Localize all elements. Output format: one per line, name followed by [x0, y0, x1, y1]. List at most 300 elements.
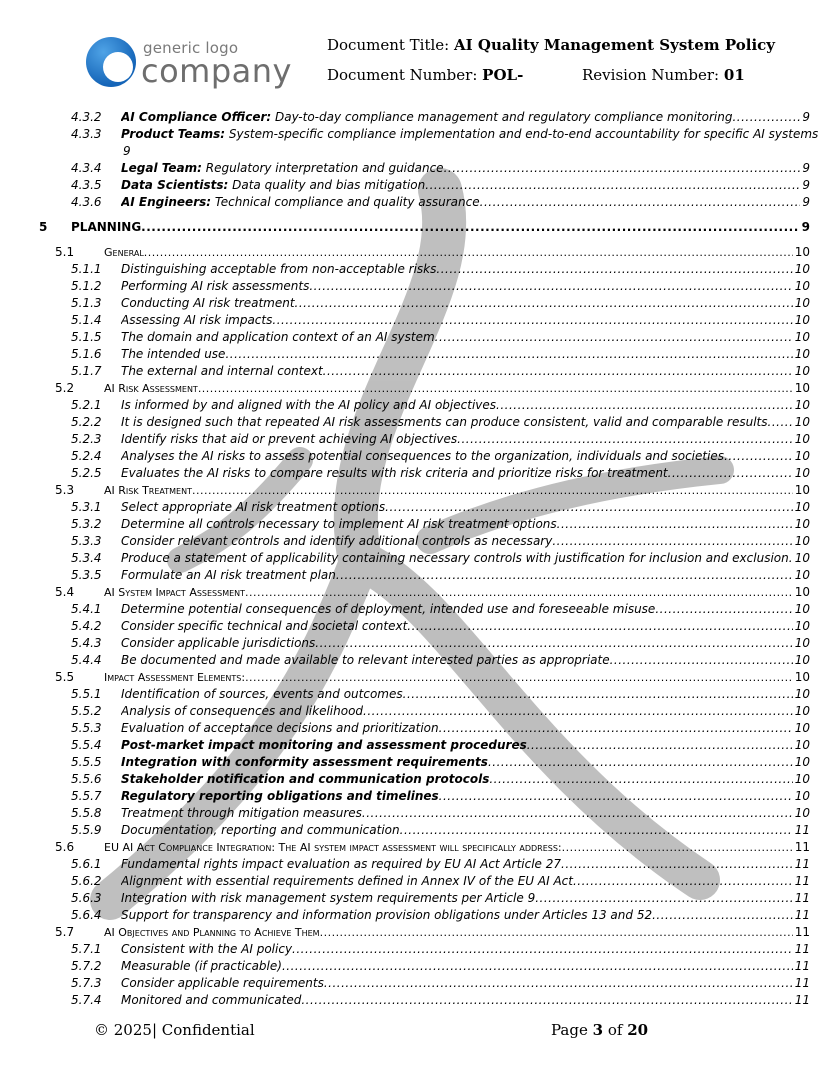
- toc-entry-page: 10: [794, 432, 810, 446]
- toc-entry-text: Produce a statement of applicability containing necessary controls with justification for inclusion and exclusion: [121, 551, 789, 565]
- toc-entry[interactable]: [0, 160, 838, 177]
- toc-entry-page: 10: [794, 670, 810, 684]
- toc-entry-title: [121, 465, 668, 482]
- toc-entry-page: 10: [794, 551, 810, 565]
- toc-leader-dots: [724, 448, 793, 465]
- toc-entry-line: [121, 363, 810, 380]
- toc-entry-text: Fundamental rights impact evaluation as required by EU AI Act Article 27: [121, 857, 562, 871]
- toc-entry-line: [104, 669, 810, 686]
- toc-entry-page: 10: [794, 704, 810, 718]
- toc-entry-page: 10: [794, 687, 810, 701]
- toc-entry-page: 10: [794, 262, 810, 276]
- toc-entry-page: 11: [794, 959, 810, 973]
- toc-entry[interactable]: [0, 601, 838, 618]
- toc-entry-title: [104, 584, 245, 601]
- toc-leader-dots: [363, 703, 793, 720]
- toc-entry-text: General: [104, 246, 144, 259]
- toc-entry-page: 10: [794, 772, 810, 786]
- toc-entry-page: 11: [794, 823, 810, 837]
- toc-entry-title: [121, 771, 489, 788]
- toc-entry-line: [121, 465, 810, 482]
- toc-leader-dots: [282, 958, 793, 975]
- toc-entry-page: 10: [794, 415, 810, 429]
- toc-entry-text: The domain and application context of an AI system: [121, 330, 435, 344]
- toc-entry[interactable]: [0, 482, 838, 499]
- toc-entry[interactable]: [0, 295, 838, 312]
- toc-entry-text: AI System Impact Assessment: [104, 586, 246, 599]
- toc-entry[interactable]: [0, 397, 838, 414]
- toc-entry[interactable]: [0, 126, 838, 158]
- toc-entry-line: [121, 346, 810, 363]
- logo-line1: generic logo: [143, 39, 239, 57]
- toc-leader-dots: [198, 380, 793, 397]
- toc-entry[interactable]: [0, 194, 838, 211]
- toc-entry[interactable]: [0, 499, 838, 516]
- toc-entry-title: [121, 567, 336, 584]
- document-number-label: Document Number:: [327, 66, 478, 84]
- toc-entry-title: [104, 669, 245, 686]
- toc-entry[interactable]: [0, 873, 838, 890]
- toc-entry-page: 10: [794, 279, 810, 293]
- toc-entry-number: 5.3.5: [71, 568, 102, 582]
- document-title-label: Document Title:: [327, 36, 450, 54]
- toc-entry-title: [121, 890, 535, 907]
- toc-entry[interactable]: [0, 584, 838, 601]
- toc-leader-dots: [655, 601, 792, 618]
- toc-entry-number: 4.3.2: [71, 110, 102, 124]
- toc-entry-line: [121, 601, 810, 618]
- toc-leader-dots: [315, 635, 792, 652]
- toc-entry-page: 10: [794, 755, 810, 769]
- toc-entry-title: [104, 244, 144, 261]
- toc-leader-dots: [768, 414, 793, 431]
- toc-leader-dots: [562, 839, 793, 856]
- toc-entry-title: [121, 856, 561, 873]
- toc-entry-text: Post-market impact monitoring and assessment procedures: [121, 738, 527, 752]
- toc-entry-line: [104, 244, 810, 261]
- toc-entry-number: 5.1.2: [71, 279, 102, 293]
- toc-entry-text: Determine potential consequences of deployment, intended use and foreseeable misuse: [121, 602, 656, 616]
- toc-entry-title: [104, 380, 198, 397]
- toc-entry-title: [121, 652, 610, 669]
- toc-entry[interactable]: [0, 805, 838, 822]
- toc-entry-line: [121, 397, 810, 414]
- toc-entry[interactable]: [0, 703, 838, 720]
- toc-leader-dots: [245, 584, 793, 601]
- footer-page-current: 3: [592, 1021, 604, 1039]
- toc-entry-page: 10: [794, 585, 810, 599]
- toc-entry-number: 5.5.6: [71, 772, 102, 786]
- toc-entry[interactable]: [0, 618, 838, 635]
- toc-entry-number: 5.4.2: [71, 619, 102, 633]
- footer-page-word: Page: [551, 1021, 588, 1039]
- toc-entry-number: 5.7.4: [71, 993, 102, 1007]
- toc-entry-text: PLANNING: [71, 220, 142, 234]
- toc-entry[interactable]: [0, 754, 838, 771]
- toc-entry[interactable]: [0, 431, 838, 448]
- toc-entry-page: 11: [794, 840, 810, 854]
- toc-entry-number: 5.1.1: [71, 262, 102, 276]
- toc-leader-dots: [668, 465, 793, 482]
- toc-entry-text: Formulate an AI risk treatment plan: [121, 568, 336, 582]
- toc-entry[interactable]: [0, 669, 838, 686]
- toc-entry-page: 11: [794, 942, 810, 956]
- toc-entry-line: [104, 380, 810, 397]
- footer-of-word: of: [607, 1021, 623, 1039]
- logo-circle-icon: [86, 37, 136, 87]
- toc-entry-title: [121, 295, 295, 312]
- toc-entry-text: Day-to-day compliance management and regulatory compliance monitoring: [275, 110, 733, 124]
- toc-entry[interactable]: [0, 856, 838, 873]
- toc-entry-title: [121, 177, 425, 194]
- toc-entry-line: [121, 941, 810, 958]
- toc-entry-number: 5.5.3: [71, 721, 102, 735]
- toc-entry-page: 10: [794, 364, 810, 378]
- toc-entry[interactable]: [0, 992, 838, 1009]
- toc-entry-number: 5.3.3: [71, 534, 102, 548]
- toc-entry-title: [121, 754, 488, 771]
- toc-entry-page: 11: [794, 908, 810, 922]
- document-number: [327, 66, 523, 84]
- toc-entry-number: 5.2.1: [71, 398, 102, 412]
- toc-entry-page: 10: [794, 636, 810, 650]
- toc-entry[interactable]: [0, 771, 838, 788]
- toc-entry[interactable]: [0, 380, 838, 397]
- toc-entry-title: [121, 720, 439, 737]
- toc-entry-text: Select appropriate AI risk treatment options: [121, 500, 386, 514]
- toc-entry[interactable]: [0, 975, 838, 992]
- toc-entry-title: [121, 873, 573, 890]
- toc-entry-text: Be documented and made available to relevant interested parties as appropriate: [121, 653, 610, 667]
- toc-entry-number: 5.7: [55, 925, 75, 939]
- toc-entry-line: [104, 839, 810, 856]
- toc-entry-lead: Legal Team:: [121, 161, 202, 175]
- toc-entry-title: [121, 499, 385, 516]
- toc-entry-line: [121, 448, 810, 465]
- toc-entry-title: [121, 160, 444, 177]
- toc-entry-title: [121, 992, 301, 1009]
- toc-entry-line: [121, 890, 810, 907]
- toc-entry-title: [121, 822, 400, 839]
- toc-entry-line: [121, 754, 810, 771]
- toc-leader-dots: [435, 329, 793, 346]
- toc-entry-text: EU AI Act Compliance Integration: The AI system impact assessment will specifically address:: [104, 841, 562, 854]
- toc-entry-title: [121, 635, 315, 652]
- toc-entry-line: [121, 992, 810, 1009]
- toc-entry-page: 10: [794, 789, 810, 803]
- toc-entry-title: [121, 431, 457, 448]
- toc-entry[interactable]: [0, 177, 838, 194]
- toc-entry-number: 5.6: [55, 840, 75, 854]
- toc-entry-number: 5.4: [55, 585, 75, 599]
- toc-entry[interactable]: [0, 312, 838, 329]
- toc-leader-dots: [192, 482, 793, 499]
- toc-entry-page: 10: [794, 398, 810, 412]
- toc-entry[interactable]: [0, 924, 838, 941]
- revision-number-label: Revision Number:: [582, 66, 720, 84]
- toc-entry-line: [121, 686, 810, 703]
- toc-entry-number: 5.4.1: [71, 602, 102, 616]
- toc-entry-page: 11: [794, 857, 810, 871]
- footer-left: © 2025| Confidential: [94, 1021, 255, 1039]
- toc-entry-page: 10: [794, 534, 810, 548]
- toc-entry-page: 10: [794, 381, 810, 395]
- toc-entry-line: [104, 924, 810, 941]
- toc-leader-dots: [225, 346, 792, 363]
- toc-entry-text: Consider relevant controls and identify additional controls as necessary: [121, 534, 553, 548]
- toc-entry[interactable]: [0, 533, 838, 550]
- toc-leader-dots: [309, 278, 792, 295]
- toc-entry-text: System-specific compliance implementation and end-to-end accountability for specific AI systems: [228, 127, 819, 141]
- toc-entry[interactable]: [0, 567, 838, 584]
- revision-number-value: 01: [723, 66, 745, 84]
- toc-leader-dots: [573, 873, 793, 890]
- toc-entry-number: 5.1.3: [71, 296, 102, 310]
- toc-entry-page: 9: [802, 161, 810, 175]
- toc-entry-title: [121, 550, 789, 567]
- toc-entry-number: 5.6.1: [71, 857, 102, 871]
- toc-entry-title: [121, 686, 403, 703]
- toc-entry-number: 5.5.4: [71, 738, 102, 752]
- toc-leader-dots: [295, 295, 793, 312]
- toc-entry-page: 11: [794, 874, 810, 888]
- toc-entry-page: 10: [794, 721, 810, 735]
- toc-entry-line: [121, 261, 810, 278]
- toc-entry-title: [121, 703, 363, 720]
- toc-entry-number: 5.1.7: [71, 364, 102, 378]
- toc-entry-text: Consider specific technical and societal context: [121, 619, 408, 633]
- toc-entry-text: Regulatory interpretation and guidance: [205, 161, 444, 175]
- toc-entry-line: [71, 219, 810, 236]
- toc-entry-line: [121, 431, 810, 448]
- toc-entry-lead: AI Compliance Officer:: [121, 110, 272, 124]
- toc-entry[interactable]: [0, 822, 838, 839]
- toc-entry-number: 5.4.3: [71, 636, 102, 650]
- toc-entry-line: [121, 873, 810, 890]
- toc-leader-dots: [407, 618, 792, 635]
- toc-entry-number: 4.3.4: [71, 161, 102, 175]
- toc-entry-text: The external and internal context: [121, 364, 323, 378]
- toc-entry-line: [121, 533, 810, 550]
- toc-entry[interactable]: [0, 244, 838, 261]
- toc-entry[interactable]: [0, 958, 838, 975]
- toc-entry-number: 5.5.7: [71, 789, 102, 803]
- toc-entry-page: 10: [794, 602, 810, 616]
- toc-entry[interactable]: [0, 278, 838, 295]
- toc-entry[interactable]: [0, 907, 838, 924]
- toc-entry-page: 11: [794, 891, 810, 905]
- toc-entry-number: 5: [39, 220, 48, 234]
- toc-entry-line: [121, 856, 810, 873]
- toc-entry-number: 5.5.5: [71, 755, 102, 769]
- toc-entry-title: [121, 414, 768, 431]
- toc-entry-text: Consider applicable jurisdictions: [121, 636, 316, 650]
- toc-entry-title: [104, 482, 192, 499]
- toc-leader-dots: [561, 856, 793, 873]
- toc-entry-line: [121, 771, 810, 788]
- toc-entry-text: Performing AI risk assessments: [121, 279, 310, 293]
- toc-leader-dots: [732, 109, 800, 126]
- toc-entry-number: 5.3.2: [71, 517, 102, 531]
- toc-entry[interactable]: [0, 737, 838, 754]
- toc-entry[interactable]: [0, 516, 838, 533]
- toc-leader-dots: [403, 686, 793, 703]
- toc-entry[interactable]: [0, 788, 838, 805]
- toc-entry-title: [121, 601, 655, 618]
- toc-entry-text: Stakeholder notification and communication protocols: [121, 772, 490, 786]
- toc-entry[interactable]: [0, 686, 838, 703]
- toc-leader-dots: [439, 788, 793, 805]
- toc-entry-title: [121, 448, 724, 465]
- toc-entry-number: 4.3.5: [71, 178, 102, 192]
- toc-entry-page: 10: [794, 500, 810, 514]
- toc-entry-number: 5.1.5: [71, 330, 102, 344]
- toc-entry-number: 5.5.1: [71, 687, 102, 701]
- toc-entry-lead: Data Scientists:: [121, 178, 229, 192]
- toc-entry-lead: Product Teams:: [121, 127, 226, 141]
- toc-entry-text: Evaluates the AI risks to compare results with risk criteria and prioritize risks for treatment: [121, 466, 668, 480]
- toc-entry-line: [121, 414, 810, 431]
- toc-entry-line: [121, 822, 810, 839]
- toc-entry-line: [121, 567, 810, 584]
- toc-entry[interactable]: [0, 448, 838, 465]
- toc-entry-text: Documentation, reporting and communication: [121, 823, 400, 837]
- toc-leader-dots: [489, 771, 792, 788]
- toc-entry-text: Technical compliance and quality assurance: [214, 195, 480, 209]
- toc-entry-line: [121, 278, 810, 295]
- toc-entry-number: 5.2.5: [71, 466, 102, 480]
- toc-entry-lead: AI Engineers:: [121, 195, 212, 209]
- toc-entry-text: AI Objectives and Planning to Achieve Them: [104, 926, 320, 939]
- toc-entry-page: 9: [802, 110, 810, 124]
- toc-entry-page: 10: [794, 738, 810, 752]
- toc-entry-number: 5.1: [55, 245, 75, 259]
- toc-entry-title: [71, 219, 141, 236]
- toc-entry-title: [121, 958, 282, 975]
- toc-leader-dots: [439, 720, 793, 737]
- toc-entry-line: [121, 194, 810, 211]
- toc-entry-page: 10: [794, 313, 810, 327]
- toc-entry[interactable]: [0, 635, 838, 652]
- toc-leader-dots: [527, 737, 793, 754]
- toc-leader-dots: [320, 924, 793, 941]
- toc-entry-page: 11: [794, 993, 810, 1007]
- toc-leader-dots: [496, 397, 793, 414]
- toc-entry-number: 5.6.4: [71, 908, 102, 922]
- toc-leader-dots: [610, 652, 793, 669]
- toc-entry-title: [121, 805, 362, 822]
- toc-entry-page: 11: [794, 976, 810, 990]
- toc-entry[interactable]: [0, 329, 838, 346]
- toc-entry-line: [121, 618, 810, 635]
- toc-entry-number: 5.5.9: [71, 823, 102, 837]
- footer-confidential: Confidential: [161, 1021, 255, 1039]
- toc-entry[interactable]: [0, 720, 838, 737]
- toc-entry-title: [121, 126, 818, 143]
- toc-entry-number: 5.7.2: [71, 959, 102, 973]
- toc-entry-page: 9: [123, 144, 131, 158]
- toc-entry-page: 10: [794, 347, 810, 361]
- toc-entry-line: [121, 737, 810, 754]
- toc-entry-title: [121, 278, 309, 295]
- toc-entry-page: 10: [794, 466, 810, 480]
- toc-entry[interactable]: [0, 219, 838, 236]
- toc-leader-dots: [336, 567, 793, 584]
- footer-page-total: 20: [627, 1021, 649, 1039]
- toc-entry-title: [121, 109, 732, 126]
- toc-entry-number: 5.4.4: [71, 653, 102, 667]
- toc-entry[interactable]: [0, 941, 838, 958]
- toc-leader-dots: [457, 431, 793, 448]
- toc-entry-title: [121, 346, 225, 363]
- toc-leader-dots: [652, 907, 793, 924]
- toc-entry-number: 5.3.1: [71, 500, 102, 514]
- toc-entry[interactable]: [0, 890, 838, 907]
- document-number-value: POL-: [482, 66, 524, 84]
- toc-entry-title: [121, 907, 652, 924]
- toc-entry-line: [121, 703, 810, 720]
- toc-entry-text: Assessing AI risk impacts: [121, 313, 273, 327]
- toc-entry-number: 5.7.3: [71, 976, 102, 990]
- toc-entry-page: 10: [794, 517, 810, 531]
- toc-entry-text: Data quality and bias mitigation: [232, 178, 426, 192]
- toc-entry[interactable]: [0, 550, 838, 567]
- toc-entry[interactable]: [0, 261, 838, 278]
- toc-entry-number: 5.2.2: [71, 415, 102, 429]
- toc-entry-page: 9: [802, 195, 810, 209]
- toc-entry-text: AI Risk Treatment: [104, 484, 192, 497]
- toc-entry-line: [121, 550, 810, 567]
- toc-entry-line: [121, 788, 810, 805]
- toc-leader-dots: [324, 975, 793, 992]
- footer-copyright: © 2025: [94, 1021, 152, 1039]
- toc-entry[interactable]: [0, 346, 838, 363]
- toc-entry-text: Conducting AI risk treatment: [121, 296, 295, 310]
- toc-entry-number: 5.3: [55, 483, 75, 497]
- toc-entry[interactable]: [0, 652, 838, 669]
- toc-entry-page: 10: [794, 653, 810, 667]
- toc-entry-number: 4.3.3: [71, 127, 102, 141]
- toc-entry[interactable]: [0, 109, 838, 126]
- toc-entry-title: [121, 941, 292, 958]
- toc-entry-text: Is informed by and aligned with the AI policy and AI objectives: [121, 398, 497, 412]
- toc-entry-title: [121, 975, 324, 992]
- toc-entry-number: 5.2: [55, 381, 75, 395]
- toc-entry-line: [121, 652, 810, 669]
- toc-entry-line: [121, 160, 810, 177]
- toc-entry-page: 10: [794, 296, 810, 310]
- toc-entry[interactable]: [0, 363, 838, 380]
- toc-entry[interactable]: [0, 839, 838, 856]
- toc-leader-dots: [425, 177, 800, 194]
- toc-entry-number: 5.6.3: [71, 891, 102, 905]
- toc-leader-dots: [301, 992, 792, 1009]
- toc-entry-title: [104, 924, 320, 941]
- toc-entry-text: Alignment with essential requirements defined in Annex IV of the EU AI Act: [121, 874, 573, 888]
- toc-leader-dots: [400, 822, 793, 839]
- toc-entry-title: [121, 618, 407, 635]
- toc-entry[interactable]: [0, 465, 838, 482]
- toc-entry-page: 10: [794, 330, 810, 344]
- toc-entry-title: [121, 363, 323, 380]
- toc-entry-text: Regulatory reporting obligations and timelines: [121, 789, 439, 803]
- toc-leader-dots: [144, 244, 793, 261]
- toc-entry-number: 5.1.6: [71, 347, 102, 361]
- toc-entry-number: 5.5: [55, 670, 75, 684]
- toc-entry-number: 5.6.2: [71, 874, 102, 888]
- toc-entry-text: Distinguishing acceptable from non-acceptable risks: [121, 262, 437, 276]
- toc-entry[interactable]: [0, 414, 838, 431]
